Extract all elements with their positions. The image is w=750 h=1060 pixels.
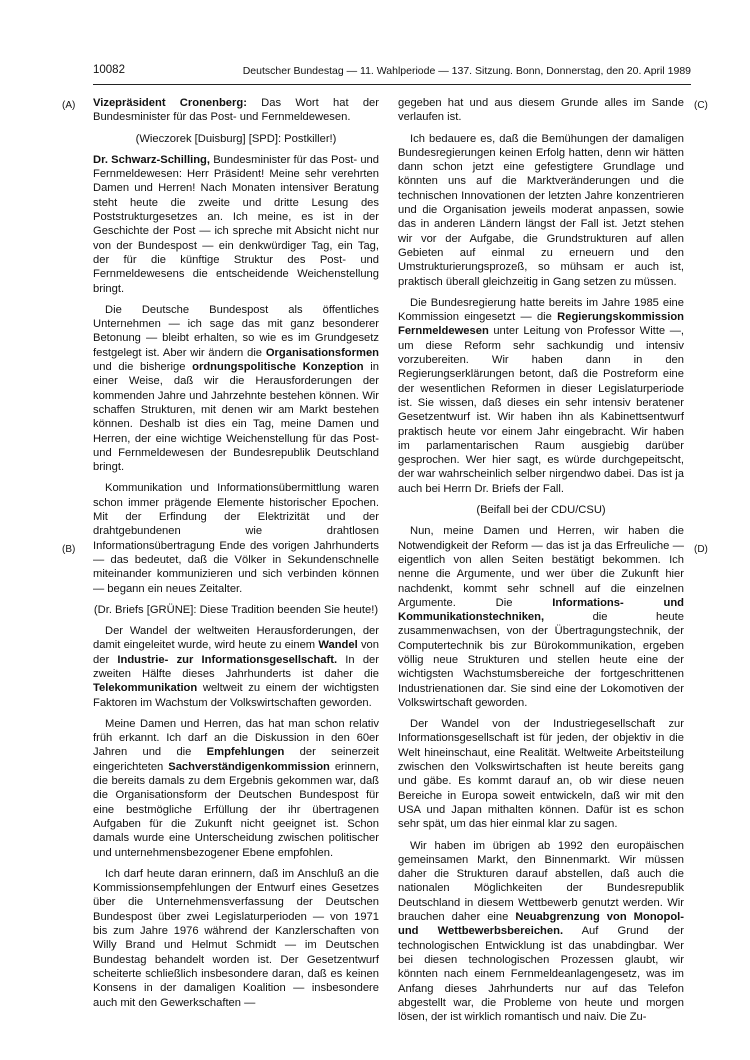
margin-mark-d: (D) [694, 544, 708, 555]
speech-paragraph: gegeben hat und aus diesem Grunde alles im Sande verlaufen ist. [398, 97, 684, 124]
speaker-name: Vizepräsident Cronenberg: [93, 97, 247, 109]
speech-paragraph: Dr. Schwarz-Schilling, Bundesminister für das Post- und Fernmeldewesen: Herr Präsident! Meine sehr verehrten Damen und Herren! Nach Monaten intensiver Beratung steht heute die zweite und dritte Lesung des Poststrukturgesetzes an. Ich meine, es ist in der Geschichte der Post — ich spreche mit Absicht nicht nur von der Bundespost — ein denkwürdiger Tag, ein Tag, der für die künftige Struktur des Post- und Fernmeldewesens die entscheidende Weichenstellung bringt. [93, 153, 379, 295]
interjection: (Dr. Briefs [GRÜNE]: Diese Tradition beenden Sie heute!) [93, 603, 379, 616]
speech-paragraph: Die Deutsche Bundespost als öffentliches Unternehmen — ich sage das mit ganz besonderer Betonung — bleibt erhalten, so wie es im Grundgesetz festgelegt ist. Aber wir ändern die Organisationsformen und die bisherige ordnungspolitische Konzeption in einer Weise, daß wir die Herausforderungen der kommenden Jahre und Jahrzehnte bestehen können. Wir schaffen Strukturen, mit denen wir am Markt bestehen können. Deshalb ist dies ein Tag, meine Damen und Herren, der eine wichtige Weichenstellung für das Post- und Fernmeldewesen der Bundesrepublik Deutschland bringt. [93, 303, 379, 474]
page-number: 10082 [93, 64, 125, 76]
interjection: (Beifall bei der CDU/CSU) [476, 504, 606, 517]
margin-mark-a: (A) [62, 100, 76, 111]
right-column [398, 96, 684, 1031]
speech-paragraph: Die Bundesregierung hatte bereits im Jahre 1985 eine Kommission eingesetzt — die Regierungskommission Fernmeldewesen unter Leitung von Professor Witte —, um diese Reform sehr sachkundig und intensiv vorzubereiten. Wir haben dann in den Regierungserklärungen betont, daß die Postreform eine der wesentlichen Reformen in dieser Legislaturperiode ist. Sie wissen, daß dieses ein sehr intensiv beratener Gesetzentwurf ist. Wir haben ihn als Kabinettsentwurf praktisch heute vor einem Jahr eingebracht. Wir haben im parlamentarischen Raum ausgiebig darüber gesprochen. Wer hier sagt, es würde durchgepeitscht, der war wahrscheinlich selber nirgendwo dabei. Das ist ja auch bei Herrn Dr. Briefs der Fall. [398, 296, 684, 495]
left-column [93, 96, 379, 1017]
speech-paragraph: Kommunikation und Informationsübermittlung waren schon immer prägende Elemente historischer Epochen. Mit der Erfindung der Elektrizität und der drahtgebundenen wie drahtlosen Informationsübertragung Ende des vorigen Jahrhunderts — das bedeutet, daß die Völker in Sekundenschnelle miteinander kommunizieren und sich verbinden können — begann ein neues Zeitalter. [93, 482, 379, 595]
page-header [93, 64, 693, 82]
speech-paragraph: Meine Damen und Herren, das hat man schon relativ früh erkannt. Ich darf an die Diskussion in den 60er Jahren und die Empfehlungen der seinerzeit eingerichteten Sachverständigenkommission erinnern, die bereits damals zu dem Ergebnis gekommen war, daß die Organisationsform der Deutschen Bundespost für eine bestmögliche Erfüllung der ihr übertragenen Aufgaben für die Zukunft nicht geeignet ist. Schon damals wurde eine Unterscheidung zwischen politischer und unternehmensbezogener Ebene empfohlen. [93, 717, 379, 859]
speech-paragraph: Der Wandel von der Industriegesellschaft zur Informationsgesellschaft ist für jeden, der objektiv in die Welt hineinschaut, eine Realität. Weltweite Arbeitsteilung zwischen den Volkswirtschaften ist heute bereits gang und gäbe. Es kommt darauf an, ob wir diese neuen Bereiche in Europa soweit entwickeln, daß wir mit den USA und Japan mithalten können. Dafür ist es schon sehr spät, um das hier einmal klar zu sagen. [398, 718, 684, 831]
speech-paragraph: Der Wandel der weltweiten Herausforderungen, der damit eingeleitet wurde, wird heute zu einem Wandel von der Industrie- zur Informationsgesellschaft. In der zweiten Hälfte dieses Jahrhunderts ist daher die Telekommunikation weltweit zu einem der wichtigsten Faktoren im Wachstum der Volkswirtschaften geworden. [93, 625, 379, 709]
running-title: Deutscher Bundestag — 11. Wahlperiode — 137. Sitzung. Bonn, Donnerstag, den 20. April 1989 [242, 65, 691, 77]
speech-paragraph: Nun, meine Damen und Herren, wir haben die Notwendigkeit der Reform — das ist ja das Erfreuliche — eigentlich von allen Seiten bestätigt bekommen. Ich nenne die Argumente, und wer über die Zukunft hier nachdenkt, kommt sehr schnell auf die einzelnen Argumente. Die Informations- und Kommunikationstechniken, die heute zusammenwachsen, von der Übertragungstechnik, der Computertechnik bis zur Bürokommunikation, ergeben völlig neue Strukturen und stellen heute eine der wichtigsten Wachstumsbereiche der fortgeschrittenen Industrienationen dar. Sie sind eine der Lokomotiven der Volkswirtschaft geworden. [398, 525, 684, 709]
speaker-name: Dr. Schwarz-Schilling, [93, 153, 210, 166]
speech-paragraph: Ich bedauere es, daß die Bemühungen der damaligen Bundesregierungen keinen Erfolg hatten, denn wir hätten dann schon jetzt eine gefestigtere Grundlage und könnten uns auf die Marktveränderungen und die technischen Innovationen der letzten Jahre konzentrieren und die Organisation jeweils moderat anpassen, sowie das in anderen Ländern längst der Fall ist. Jetzt stehen wir vor der Aufgabe, die Grundstrukturen auf allen Gebieten auf einmal zu erneuern und den Umstrukturierungsprozeß, so mühsam er auch ist, praktisch überall gleichzeitig in Gang setzen zu müssen. [398, 132, 684, 288]
speech-paragraph: Vizepräsident Cronenberg: Das Wort hat der Bundesminister für das Post- und Fernmeldewesen. [93, 97, 379, 124]
interjection: (Wieczorek [Duisburg] [SPD]: Postkiller!) [135, 132, 337, 145]
speech-paragraph: Ich darf heute daran erinnern, daß im Anschluß an die Kommissionsempfehlungen der Entwurf eines Gesetzes über die Unternehmensverfassung der Deutschen Bundespost über zwei Legislaturperioden — von 1971 bis zum Jahre 1976 während der Kanzlerschaften von Willy Brand und Helmut Schmidt — im Deutschen Bundestag behandelt worden ist. Der Gesetzentwurf scheiterte schließlich insbesondere daran, daß es keinen Konsens in der damaligen Koalition — insbesondere auch mit den Gewerkschaften — [93, 867, 379, 1009]
margin-mark-c: (C) [694, 100, 708, 111]
speech-paragraph: Wir haben im übrigen ab 1992 den europäischen gemeinsamen Markt, den Binnenmarkt. Wir müssen daher die Strukturen darauf abstellen, daß auch die nationalen Möglichkeiten der Bundesrepublik Deutschland in diesem Wettbewerb genutzt werden. Wir brauchen daher eine Neuabgrenzung von Monopol- und Wettbewerbsbereichen. Auf Grund der technologischen Entwicklung ist das unabdingbar. Wer bei diesen technologischen Prozessen glaubt, wir könnten nach einem Fernmeldeanlagengesetz, was im Anfang dieses Jahrhunderts nur auf das Telefon abgestellt war, die Probleme von heute und morgen lösen, der ist wirklich romantisch und naiv. Die Zu- [398, 839, 684, 1024]
header-rule [93, 84, 691, 85]
margin-mark-b: (B) [62, 544, 76, 555]
